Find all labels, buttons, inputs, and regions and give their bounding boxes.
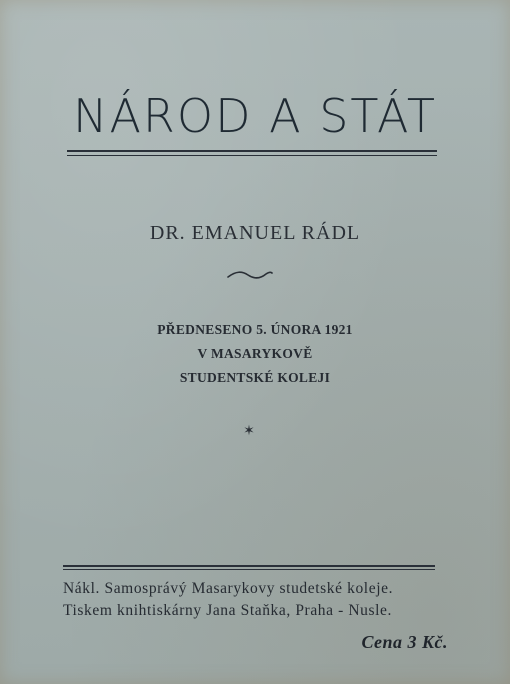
imprint-rule-thin bbox=[63, 569, 435, 570]
lecture-line-venue: STUDENTSKÉ KOLEJI bbox=[179, 370, 331, 385]
imprint-rule-thick bbox=[63, 565, 435, 567]
lecture-line-place: V MASARYKOVĚ bbox=[197, 346, 313, 361]
title-rule-thin bbox=[67, 155, 437, 156]
swash-ornament-icon bbox=[226, 268, 274, 282]
publisher-imprint bbox=[63, 578, 453, 622]
lecture-note bbox=[0, 318, 510, 390]
title-rule-thick bbox=[67, 150, 437, 152]
imprint-printer-line: Tiskem knihtiskárny Jana Staňka, Praha - Nusle. bbox=[63, 602, 392, 619]
author-name: DR. EMANUEL RÁDL bbox=[149, 222, 361, 244]
cover-title: NÁROD A STÁT bbox=[73, 89, 437, 143]
lecture-line-date: PŘEDNESENO 5. ÚNORA 1921 bbox=[157, 322, 353, 337]
star-icon: ✶ bbox=[243, 423, 255, 439]
price-label: Cena 3 Kč. bbox=[361, 632, 448, 652]
imprint-publisher-line: Nákl. Samosprávý Masarykovy studetské koleje. bbox=[63, 580, 394, 597]
